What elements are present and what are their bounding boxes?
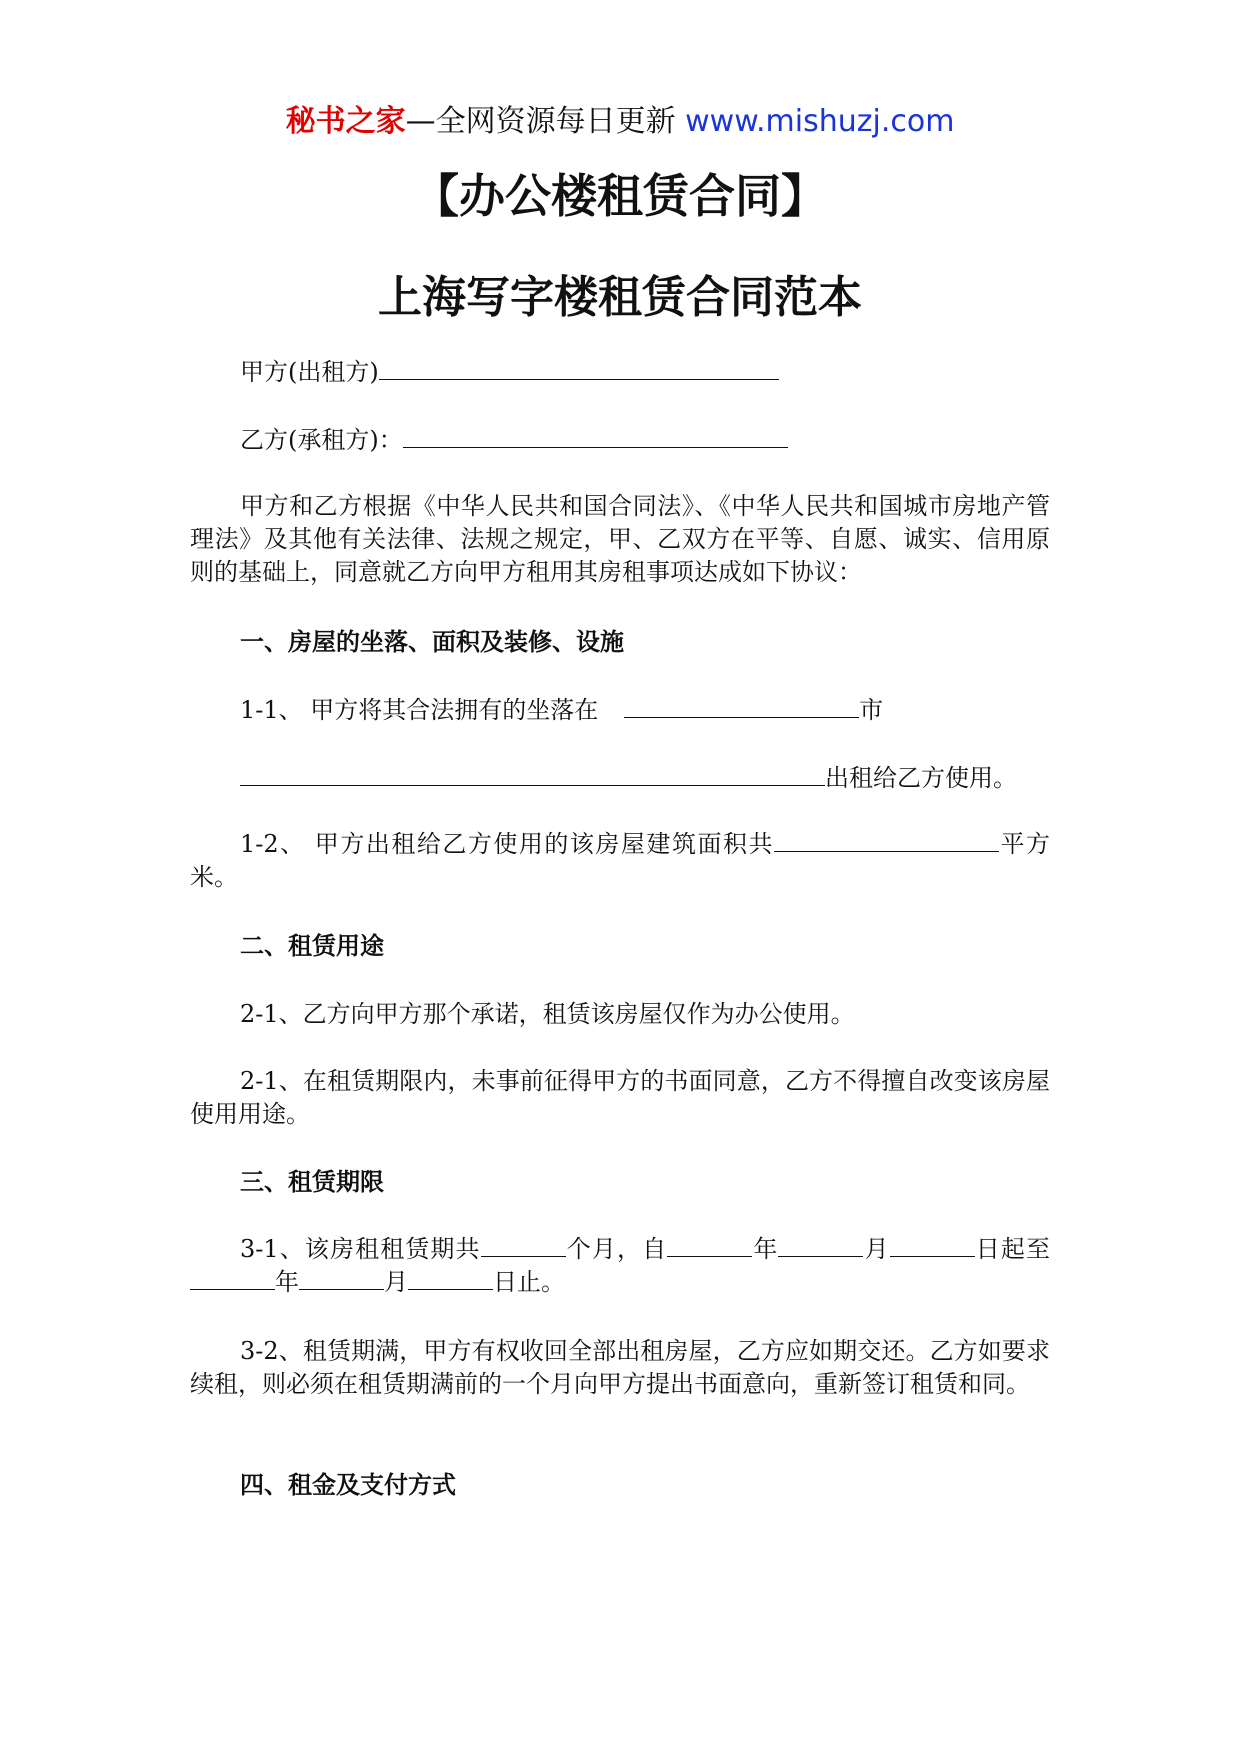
intro-paragraph: 甲方和乙方根据《中华人民共和国合同法》、《中华人民共和国城市房地产管理法》及其他有关法律、法规之规定，甲、乙双方在平等、自愿、诚实、信用原则的基础上，同意就乙方向甲方租用其房租事项达成如下协议： xyxy=(190,492,1050,586)
end-day-blank[interactable] xyxy=(408,1267,493,1290)
clause-1-2 xyxy=(190,828,1050,894)
section-2-heading: 二、租赁用途 xyxy=(240,932,384,960)
end-year-blank[interactable] xyxy=(190,1267,275,1290)
site-header xyxy=(0,102,1240,142)
months-blank[interactable] xyxy=(481,1234,566,1257)
document-subtitle: 上海写字楼租赁合同范本 xyxy=(378,272,862,323)
clause-2-1: 2-1、乙方向甲方那个承诺，租赁该房屋仅作为办公使用。 xyxy=(240,1000,855,1028)
start-day-label: 日起至 xyxy=(974,1235,1051,1263)
clause-2-2: 2-1、在租赁期限内，未事前征得甲方的书面同意，乙方不得擅自改变该房屋使用用途。 xyxy=(190,1067,1050,1128)
clause-3-1 xyxy=(190,1233,1050,1299)
party-a-blank[interactable] xyxy=(379,357,779,380)
party-a-label: 甲方(出租方) xyxy=(240,358,379,386)
city-blank[interactable] xyxy=(624,695,859,718)
site-link[interactable]: www.mishuzj.com xyxy=(685,104,955,139)
clause-1-1-text: 1-1、 甲方将其合法拥有的坐落在 xyxy=(240,696,599,724)
clause-1-1 xyxy=(240,694,883,727)
section-4-heading: 四、租金及支付方式 xyxy=(240,1471,456,1499)
clause-1-2-text: 1-2、 甲方出租给乙方使用的该房屋建筑面积共 xyxy=(240,830,774,858)
clause-1-1-end: 出租给乙方使用。 xyxy=(825,764,1017,792)
end-day-label: 日止。 xyxy=(493,1268,565,1296)
start-month-label: 月 xyxy=(863,1235,890,1263)
start-year-blank[interactable] xyxy=(667,1234,752,1257)
section-3-heading: 三、租赁期限 xyxy=(240,1168,384,1196)
end-year-label: 年 xyxy=(275,1268,299,1296)
header-slogan: —全网资源每日更新 xyxy=(405,104,676,139)
address-blank[interactable] xyxy=(240,763,825,786)
city-suffix: 市 xyxy=(859,696,884,724)
start-year-label: 年 xyxy=(752,1235,779,1263)
clause-1-1-cont xyxy=(240,762,1017,795)
clause-3-1-text: 3-1、该房租租赁期共 xyxy=(240,1235,481,1263)
clause-3-2: 3-2、租赁期满，甲方有权收回全部出租房屋，乙方应如期交还。乙方如要求续租，则必须在租赁期满前的一个月向甲方提出书面意向，重新签订租赁和同。 xyxy=(190,1337,1050,1398)
party-a-line xyxy=(240,356,779,389)
section-1-heading: 一、房屋的坐落、面积及装修、设施 xyxy=(240,628,624,656)
start-month-blank[interactable] xyxy=(778,1234,863,1257)
end-month-blank[interactable] xyxy=(299,1267,384,1290)
party-b-line xyxy=(240,424,788,457)
area-blank[interactable] xyxy=(774,829,999,852)
document-title: 【办公楼租赁合同】 xyxy=(413,169,827,223)
party-b-blank[interactable] xyxy=(403,425,788,448)
end-month-label: 月 xyxy=(384,1268,408,1296)
start-day-blank[interactable] xyxy=(890,1234,975,1257)
clause-3-1-from: 个月，自 xyxy=(565,1235,668,1263)
brand-name: 秘书之家 xyxy=(285,104,406,139)
area-unit: 平方米。 xyxy=(190,830,1051,891)
party-b-label: 乙方(承租方)： xyxy=(240,426,403,454)
